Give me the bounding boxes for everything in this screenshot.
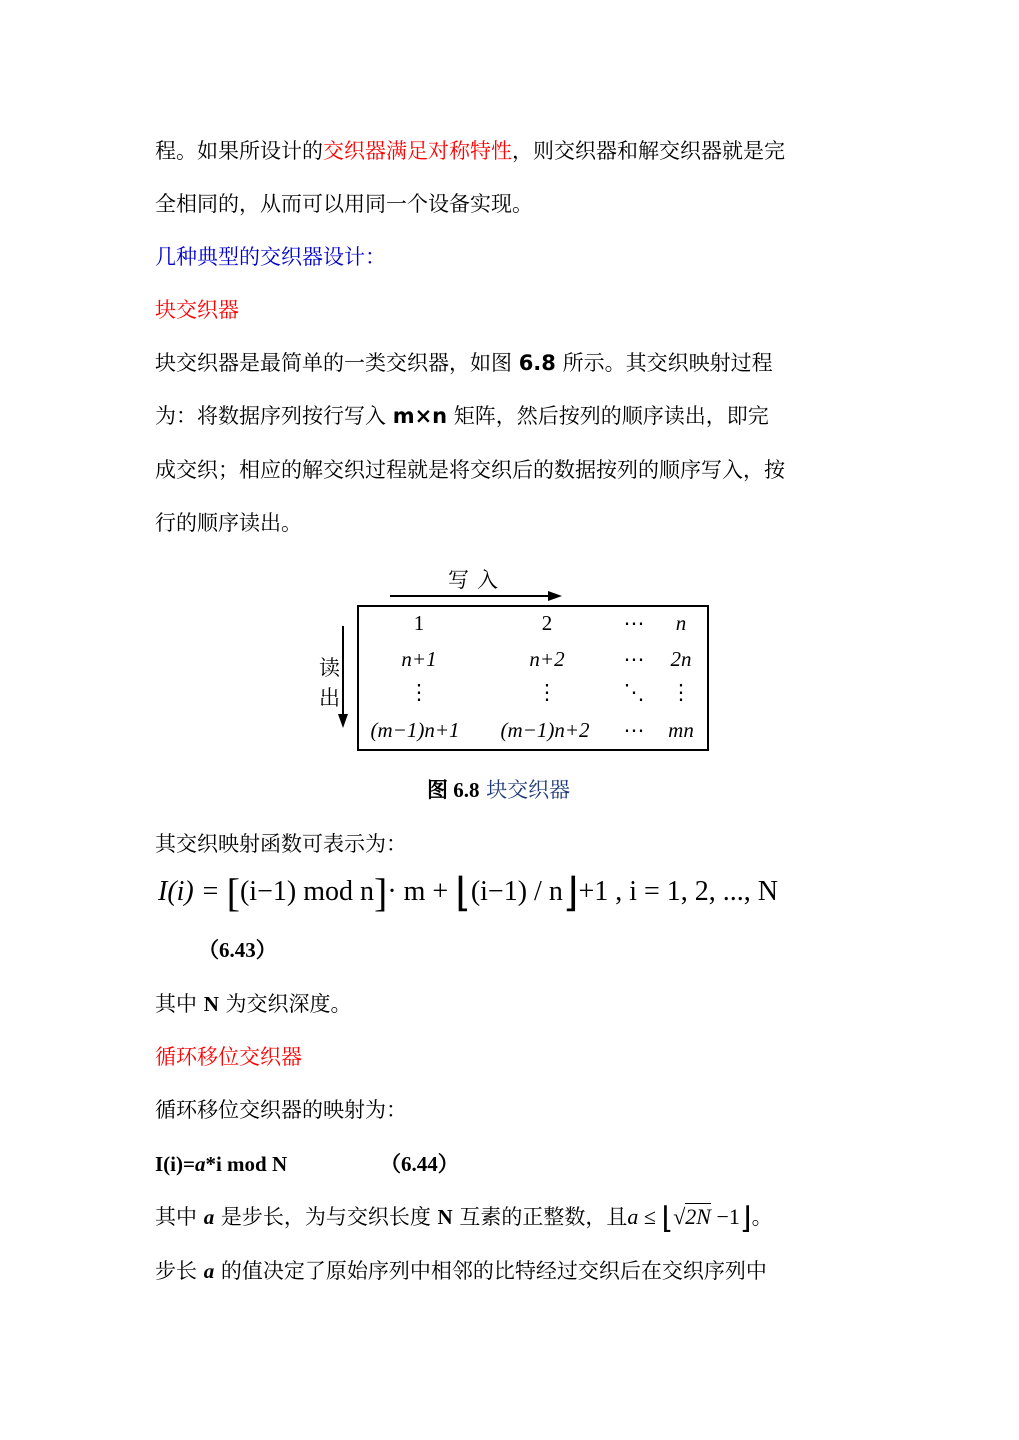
text-line	[155, 1202, 773, 1234]
text-line	[155, 136, 785, 166]
text-line	[155, 348, 773, 378]
text: 是步长，为与交织长度	[214, 1205, 438, 1229]
formula-op: −1	[710, 1204, 740, 1229]
floor-right: ⌋	[739, 1202, 752, 1235]
matrix-cell: 2n	[670, 647, 692, 671]
matrix-cell: 1	[413, 611, 425, 635]
equation-lhs: I(i) =	[158, 876, 227, 907]
text-line: 其交织映射函数可表示为：	[155, 832, 407, 856]
sqrt-content: 2N	[685, 1204, 711, 1229]
text: 矩阵，然后按列的顺序读出，即完	[447, 404, 769, 428]
text-line	[155, 989, 352, 1019]
matrix-size: m×n	[392, 404, 448, 428]
symbol-n: N	[203, 992, 219, 1016]
subsection-heading: 循环移位交织器	[155, 1045, 302, 1069]
matrix-cell: 2	[541, 611, 553, 635]
read-label-char: 出	[319, 686, 340, 710]
text-line: 成交织；相应的解交织过程就是将交织后的数据按列的顺序写入，按	[155, 458, 785, 482]
block-interleaver-figure	[300, 560, 720, 760]
bracket-left: [	[226, 870, 240, 915]
sqrt-sign: √	[673, 1204, 686, 1229]
matrix-cell: ⋯	[623, 647, 645, 671]
write-label: 写入	[448, 568, 506, 592]
floor-left: ⌊	[455, 870, 471, 915]
matrix-cell: ⋯	[623, 718, 645, 742]
matrix-cell: mn	[668, 718, 694, 742]
text: 所示。其交织映射过程	[555, 351, 773, 375]
symbol-a: a	[203, 1259, 215, 1283]
matrix	[357, 605, 709, 751]
text: 互素的正整数，且	[452, 1205, 628, 1229]
caption-text: 块交织器	[486, 778, 571, 802]
equation-6-44	[155, 1149, 287, 1179]
equation-term: · m +	[387, 876, 456, 907]
text: ，则交织器和解交织器就是完	[512, 139, 785, 163]
matrix-cell: ⋮	[408, 680, 430, 704]
bracket-right: ]	[373, 870, 388, 915]
text: 。	[751, 1205, 773, 1229]
read-label-char: 读	[319, 656, 340, 680]
section-heading: 几种典型的交织器设计：	[155, 245, 386, 269]
matrix-cell: n+2	[529, 647, 565, 671]
text: 块交织器是最简单的一类交织器，如图	[155, 351, 519, 375]
text-line: 行的顺序读出。	[155, 511, 302, 535]
subsection-heading: 块交织器	[155, 298, 239, 322]
text-line: 循环移位交织器的映射为：	[155, 1098, 407, 1122]
matrix-cell: ⋮	[536, 680, 558, 704]
equation-term: +1 , i = 1, 2, ..., N	[578, 876, 779, 907]
formula: I(i)=	[155, 1152, 195, 1176]
symbol-n: N	[437, 1205, 453, 1229]
text: 为：将数据序列按行写入	[155, 404, 393, 428]
text: 其中	[155, 992, 204, 1016]
read-arrow-icon	[336, 626, 350, 730]
equation-number: （6.44）	[380, 1152, 459, 1176]
highlight-text: 交织器满足对称特性	[323, 139, 512, 163]
text: 为交织深度。	[218, 992, 352, 1016]
matrix-cell: n+1	[401, 647, 437, 671]
equation-term: (i−1) / n	[470, 876, 563, 907]
floor-left: ⌊	[661, 1202, 674, 1235]
text-line	[155, 1256, 767, 1286]
caption-number: 图 6.8	[427, 778, 480, 802]
equation-6-43	[158, 872, 778, 913]
formula: *i mod N	[205, 1152, 288, 1176]
condition-formula	[627, 1202, 752, 1235]
figure-caption	[427, 775, 570, 805]
formula-var: a	[194, 1152, 206, 1176]
matrix-cell: (m−1)n+2	[500, 718, 590, 742]
matrix-cell: ⋮	[670, 680, 692, 704]
equation-term: (i−1) mod n	[239, 876, 374, 907]
matrix-cell: ⋯	[623, 611, 645, 635]
formula-var: a	[627, 1204, 639, 1229]
text: 的值决定了原始序列中相邻的比特经过交织后在交织序列中	[214, 1259, 767, 1283]
matrix-cell: ⋱	[623, 680, 645, 704]
text-line	[155, 401, 769, 431]
floor-right: ⌋	[562, 870, 579, 915]
text: 步长	[155, 1259, 204, 1283]
matrix-cell: n	[675, 611, 687, 635]
figure-ref: 6.8	[518, 351, 556, 375]
write-arrow-icon	[390, 590, 565, 602]
equation-number: （6.43）	[198, 938, 277, 962]
text: 其中	[155, 1205, 204, 1229]
symbol-a: a	[203, 1205, 215, 1229]
text-line: 全相同的，从而可以用同一个设备实现。	[155, 192, 533, 216]
text: 程。如果所设计的	[155, 139, 323, 163]
matrix-cell: (m−1)n+1	[370, 718, 460, 742]
formula-op: ≤	[638, 1204, 662, 1229]
